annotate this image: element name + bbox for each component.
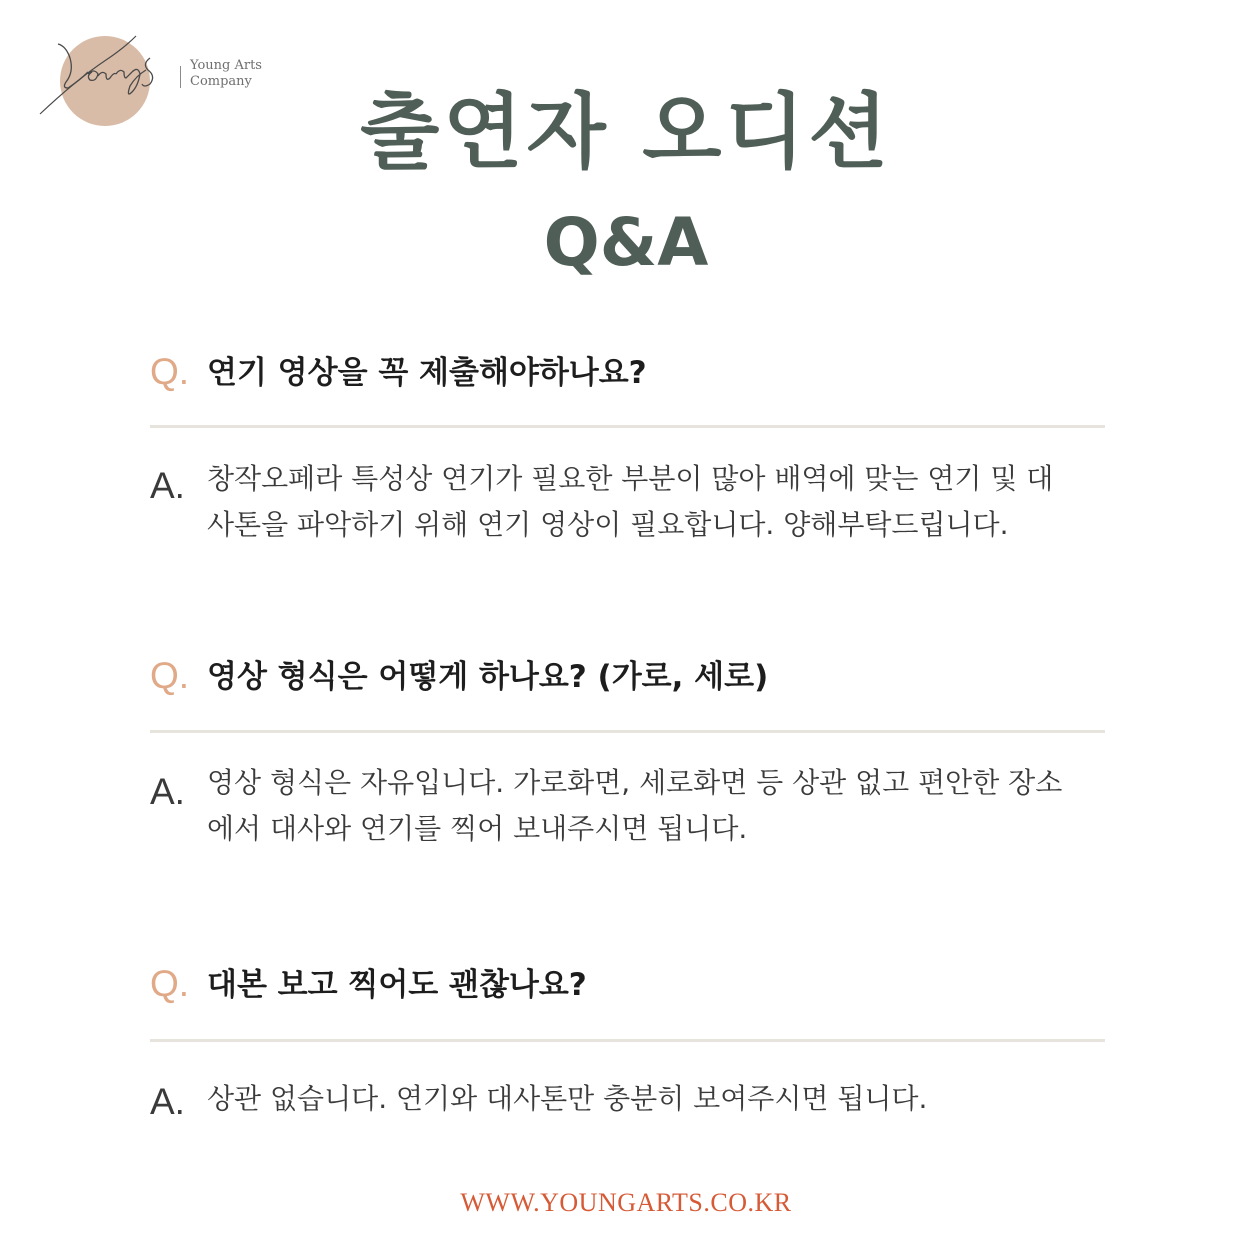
qa-divider: [150, 1039, 1105, 1042]
answer-line: 창작오페라 특성상 연기가 필요한 부분이 많아 배역에 맞는 연기 및 대: [207, 462, 1054, 495]
question-row: [150, 348, 1105, 398]
qa-divider: [150, 730, 1105, 733]
answer-line: 영상 형식은 자유입니다. 가로화면, 세로화면 등 상관 없고 편안한 장소: [207, 766, 1063, 799]
website-url: WWW.YOUNGARTS.CO.KR: [460, 1188, 792, 1217]
qa-item-1: [150, 348, 1105, 541]
qa-item-3: [150, 960, 1105, 1122]
answer-marker: A.: [150, 1081, 185, 1122]
logo-line1: Young Arts: [190, 58, 262, 73]
answer-line: 사톤을 파악하기 위해 연기 영상이 필요합니다. 양해부탁드립니다.: [207, 508, 1009, 541]
logo-line2: Company: [190, 74, 252, 89]
answer-line: 상관 없습니다. 연기와 대사톤만 충분히 보여주시면 됩니다.: [207, 1082, 928, 1115]
answer-text: [207, 1076, 1107, 1122]
answer-text: [207, 456, 1107, 548]
answer-text: [207, 760, 1107, 852]
page-subtitle: Q&A: [543, 204, 709, 281]
question-marker: Q.: [150, 655, 190, 696]
question-text: 영상 형식은 어떻게 하나요? (가로, 세로): [207, 659, 769, 695]
question-text: 연기 영상을 꼭 제출해야하나요?: [207, 355, 647, 391]
answer-line: 에서 대사와 연기를 찍어 보내주시면 됩니다.: [207, 812, 748, 845]
answer-marker: A.: [150, 465, 185, 506]
question-row: [150, 652, 1105, 702]
question-text: 대본 보고 찍어도 괜찮나요?: [207, 967, 587, 1003]
question-row: [150, 960, 1105, 1010]
qa-divider: [150, 425, 1105, 428]
page-title: 출연자 오디션: [360, 85, 892, 180]
answer-marker: A.: [150, 771, 185, 812]
question-marker: Q.: [150, 963, 190, 1004]
question-marker: Q.: [150, 351, 190, 392]
qa-item-2: [150, 652, 1105, 845]
